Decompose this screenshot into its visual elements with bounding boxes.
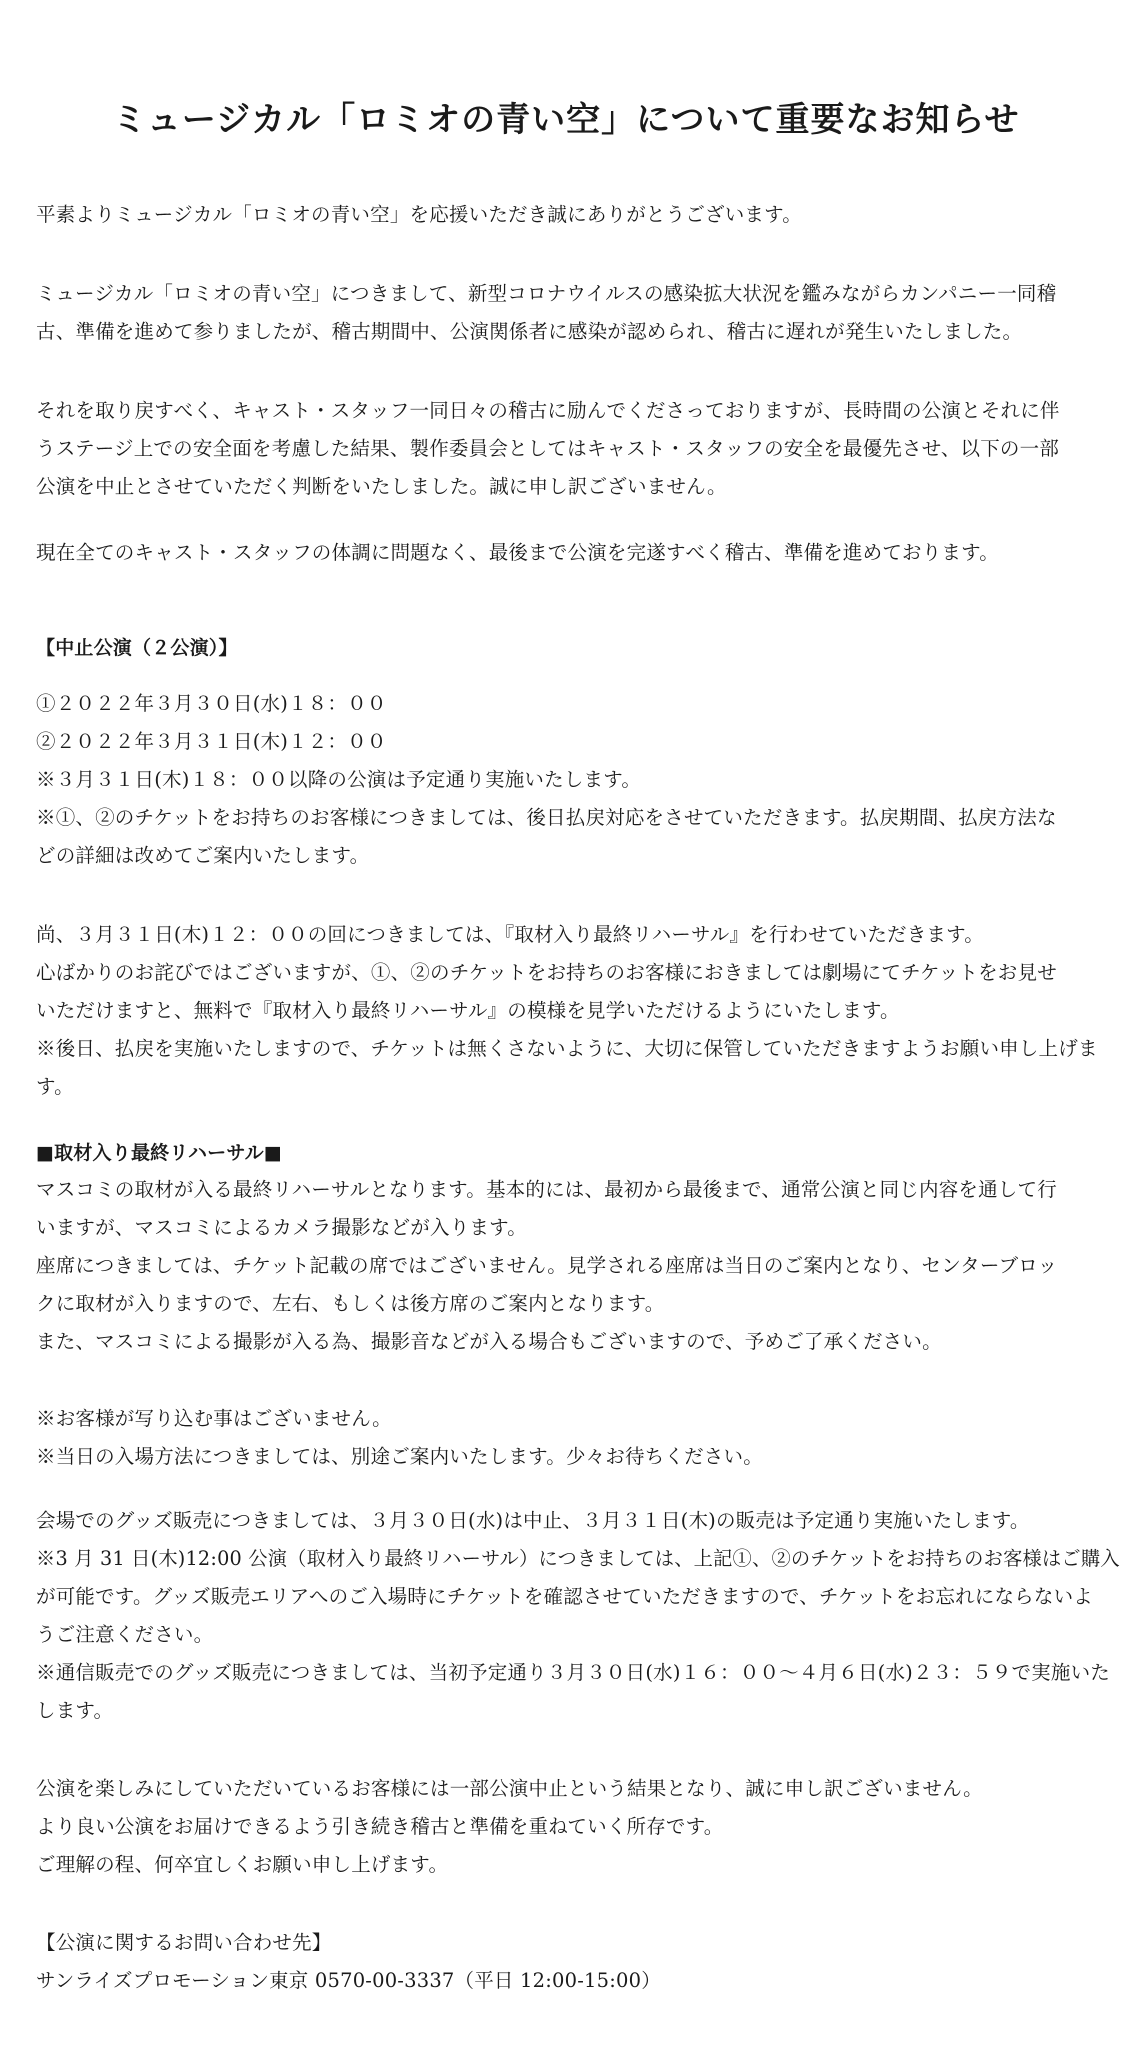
paragraph-line: 古、準備を進めて参りましたが、稽古期間中、公演関係者に感染が認められ、稽古に遅れが発生いたしました。 [36, 320, 1023, 343]
rehearsal-note-line: ※後日、払戻を実施いたしますので、チケットは無くさないように、大切に保管していただきますようお願い申し上げま [36, 1037, 1098, 1060]
paragraph-line: それを取り戻すべく、キャスト・スタッフ一同日々の稽古に励んでくださっておりますが、長時間の公演とそれに伴 [36, 399, 1060, 422]
goods-line: ※3 月 31 日(木)12:00 公演（取材入り最終リハーサル）につきましては、上記①、②のチケットをお持ちのお客様はご購入 [36, 1547, 1120, 1570]
page-title: ミュージカル「ロミオの青い空」について重要なお知らせ [112, 100, 1020, 140]
cancelled-item: ②２０２２年３月３１日(木)１２：００ [36, 730, 387, 753]
cancelled-note: どの詳細は改めてご案内いたします。 [36, 844, 370, 867]
rehearsal-heading: ■取材入り最終リハーサル■ [36, 1142, 282, 1164]
rehearsal-note: ※当日の入場方法につきましては、別途ご案内いたします。少々お待ちください。 [36, 1445, 763, 1468]
closing-line: 公演を楽しみにしていただいているお客様には一部公演中止という結果となり、誠に申し訳ございません。 [36, 1777, 983, 1800]
rehearsal-line: また、マスコミによる撮影が入る為、撮影音などが入る場合もございますので、予めご了承ください。 [36, 1330, 942, 1353]
closing-line: ご理解の程、何卒宜しくお願い申し上げます。 [36, 1853, 449, 1876]
goods-line: 会場でのグッズ販売につきましては、３月３０日(水)は中止、３月３１日(木)の販売は予定通り実施いたします。 [36, 1509, 1030, 1532]
cancelled-item: ①２０２２年３月３０日(水)１８：００ [36, 692, 387, 715]
rehearsal-note-line: す。 [36, 1075, 74, 1098]
goods-line: ※通信販売でのグッズ販売につきましては、当初予定通り３月３０日(水)１６：００～４月６日(水)２３：５９で実施いた [36, 1661, 1110, 1684]
paragraph-line: うステージ上での安全面を考慮した結果、製作委員会としてはキャスト・スタッフの安全を最優先させ、以下の一部 [36, 437, 1060, 460]
contact-heading: 【公演に関するお問い合わせ先】 [36, 1931, 332, 1954]
closing-line: より良い公演をお届けできるよう引き続き稽古と準備を重ねていく所存です。 [36, 1815, 724, 1838]
rehearsal-note-line: 心ばかりのお詫びではございますが、①、②のチケットをお持ちのお客様におきましては劇場にてチケットをお見せ [36, 961, 1057, 984]
rehearsal-line: マスコミの取材が入る最終リハーサルとなります。基本的には、最初から最後まで、通常公演と同じ内容を通して行 [36, 1178, 1057, 1201]
rehearsal-line: 座席につきましては、チケット記載の席ではございません。見学される座席は当日のご案内となり、センターブロッ [36, 1254, 1058, 1277]
cancelled-note: ※①、②のチケットをお持ちのお客様につきましては、後日払戻対応をさせていただきます。払戻期間、払戻方法な [36, 806, 1057, 829]
goods-line: します。 [36, 1699, 114, 1722]
paragraph-line: ミュージカル「ロミオの青い空」につきまして、新型コロナウイルスの感染拡大状況を鑑みながらカンパニー一同稽 [36, 282, 1057, 305]
goods-line: が可能です。グッズ販売エリアへのご入場時にチケットを確認させていただきますので、チケットをお忘れにならないよ [36, 1585, 1093, 1608]
cancelled-note: ※３月３１日(木)１８：００以降の公演は予定通り実施いたします。 [36, 768, 642, 791]
paragraph-line: 現在全てのキャスト・スタッフの体調に問題なく、最後まで公演を完遂すべく稽古、準備を進めております。 [36, 541, 999, 564]
rehearsal-line: いますが、マスコミによるカメラ撮影などが入ります。 [36, 1216, 527, 1239]
goods-line: うご注意ください。 [36, 1623, 214, 1646]
rehearsal-note-line: いただけますと、無料で『取材入り最終リハーサル』の模様を見学いただけるようにいたします。 [36, 999, 900, 1022]
paragraph-line: 公演を中止とさせていただく判断をいたしました。誠に申し訳ございません。 [36, 475, 727, 498]
rehearsal-line: クに取材が入りますので、左右、もしくは後方席のご案内となります。 [36, 1292, 665, 1315]
rehearsal-note-line: 尚、３月３１日(木)１２：００の回につきましては、『取材入り最終リハーサル』を行わせていただきます。 [36, 923, 984, 946]
greeting-line: 平素よりミュージカル「ロミオの青い空」を応援いただき誠にありがとうございます。 [36, 203, 802, 226]
rehearsal-note: ※お客様が写り込む事はございません。 [36, 1407, 392, 1430]
cancelled-heading: 【中止公演（２公演）】 [36, 637, 238, 659]
contact-line: サンライズプロモーション東京 0570-00-3337（平日 12:00-15:00） [36, 1969, 661, 1992]
